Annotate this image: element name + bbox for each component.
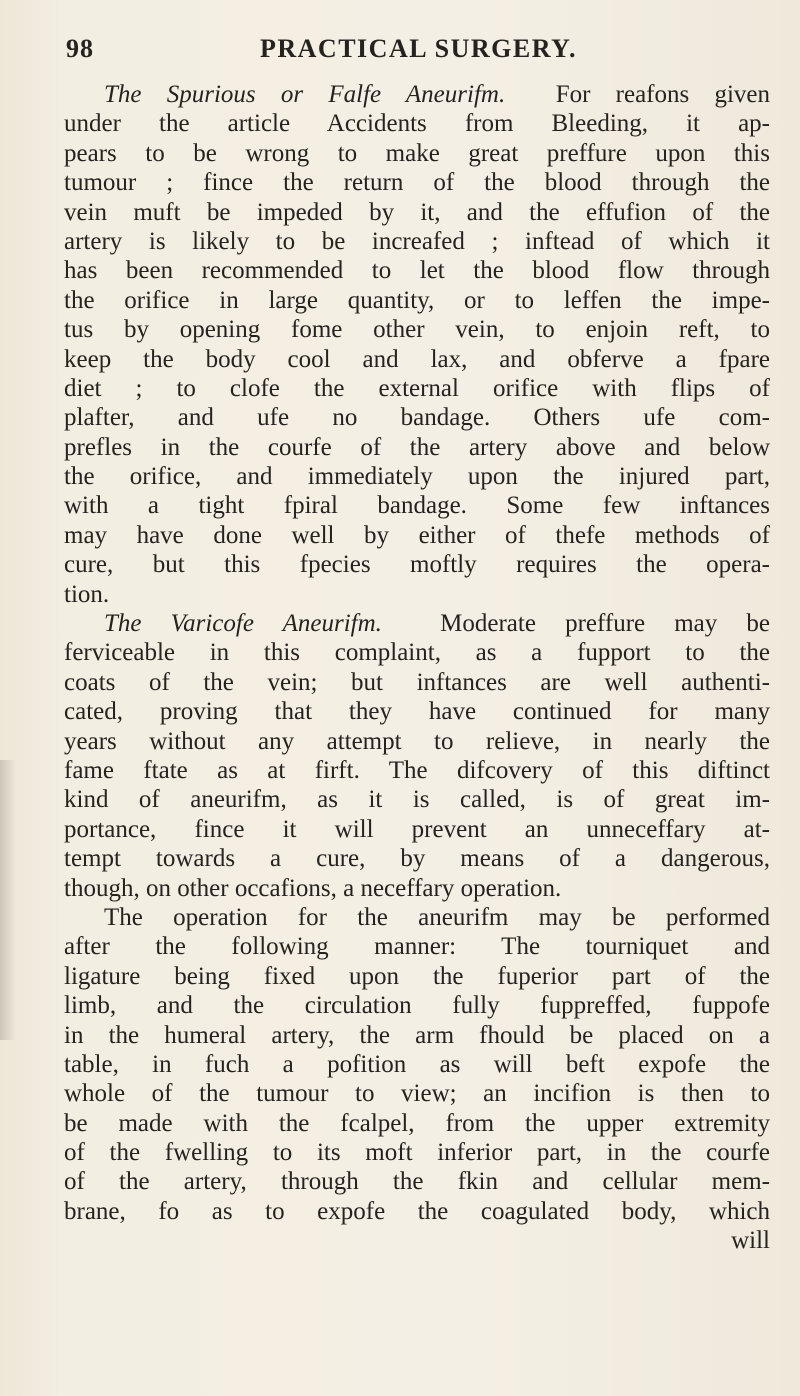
text-line: portance, fince it will prevent an unneceffary at- — [64, 815, 770, 843]
text-line: tus by opening fome other vein, to enjoin reft, to — [64, 316, 770, 344]
page-header — [54, 30, 754, 70]
running-title: PRACTICAL SURGERY. — [260, 34, 577, 63]
text-line: cated, proving that they have continued for many — [64, 698, 770, 726]
page-number: 98 — [66, 34, 94, 63]
text-line: of the artery, through the fkin and cellular mem- — [64, 1168, 770, 1196]
text-line: The operation for the aneurifm may be performed — [104, 903, 770, 931]
text-line: diet ; to clofe the external orifice with flips of — [64, 374, 770, 402]
text-line: of the fwelling to its moft inferior part, in the courfe — [64, 1139, 770, 1167]
catchword: will — [731, 1227, 770, 1255]
text-line: may have done well by either of thefe methods of — [64, 521, 770, 549]
text-line: whole of the tumour to view; an incifion is then to — [64, 1080, 770, 1108]
text-line: keep the body cool and lax, and obferve a fpare — [64, 345, 770, 373]
binding-shadow — [0, 760, 16, 1040]
text-line: limb, and the circulation fully fuppreffed, fuppofe — [64, 992, 770, 1020]
text-line: the orifice, and immediately upon the injured part, — [64, 463, 770, 491]
body-text — [64, 80, 770, 1256]
text-line: plafter, and ufe no bandage. Others ufe com- — [64, 404, 770, 432]
text-line: kind of aneurifm, as it is called, is of great im- — [64, 786, 770, 814]
text-line: cure, but this fpecies moftly requires the opera- — [64, 551, 770, 579]
text-line: The Varicofe Aneurifm. Moderate preffure may be — [104, 610, 770, 638]
text-line: years without any attempt to relieve, in nearly the — [64, 727, 770, 755]
text-line: though, on other occafions, a neceffary operation. — [64, 874, 562, 902]
text-line: pears to be wrong to make great preffure upon this — [64, 139, 770, 167]
text-line: tempt towards a cure, by means of a dangerous, — [64, 845, 770, 873]
text-line: The Spurious or Falfe Aneurifm. For reafons given — [104, 81, 771, 108]
section-heading-varicose-aneurism: The Varicofe Aneurifm. — [104, 610, 382, 638]
text-line: after the following manner: The tourniquet and — [64, 933, 770, 961]
text-line: in the humeral artery, the arm fhould be placed on a — [64, 1021, 770, 1049]
text-line: fame ftate as at firft. The difcovery of this diftinct — [64, 756, 770, 784]
text-line: artery is likely to be increafed ; inftead of which it — [64, 227, 770, 255]
text-line: ligature being fixed upon the fuperior part of the — [64, 962, 770, 990]
text-line: the orifice in large quantity, or to leffen the impe- — [64, 286, 770, 314]
text-line: has been recommended to let the blood flow through — [64, 257, 770, 285]
text-line: under the article Accidents from Bleeding, it ap- — [64, 110, 770, 138]
text-line: vein muft be impeded by it, and the effufion of the — [64, 198, 770, 226]
text-line: coats of the vein; but inftances are well authenti- — [64, 668, 770, 696]
text-line: tion. — [64, 580, 110, 608]
text-line: with a tight fpiral bandage. Some few inftances — [64, 492, 770, 520]
text-line: table, in fuch a pofition as will beft expofe the — [64, 1050, 770, 1078]
text-line: prefles in the courfe of the artery above and below — [64, 433, 770, 461]
text-line: tumour ; fince the return of the blood through the — [64, 169, 770, 197]
text-line: be made with the fcalpel, from the upper extremity — [64, 1109, 770, 1137]
section-heading-spurious-aneurism: The Spurious or Falfe Aneurifm. — [104, 81, 506, 108]
text-line: brane, fo as to expofe the coagulated body, which — [64, 1197, 770, 1225]
text-line: ferviceable in this complaint, as a fupport to the — [64, 639, 770, 667]
